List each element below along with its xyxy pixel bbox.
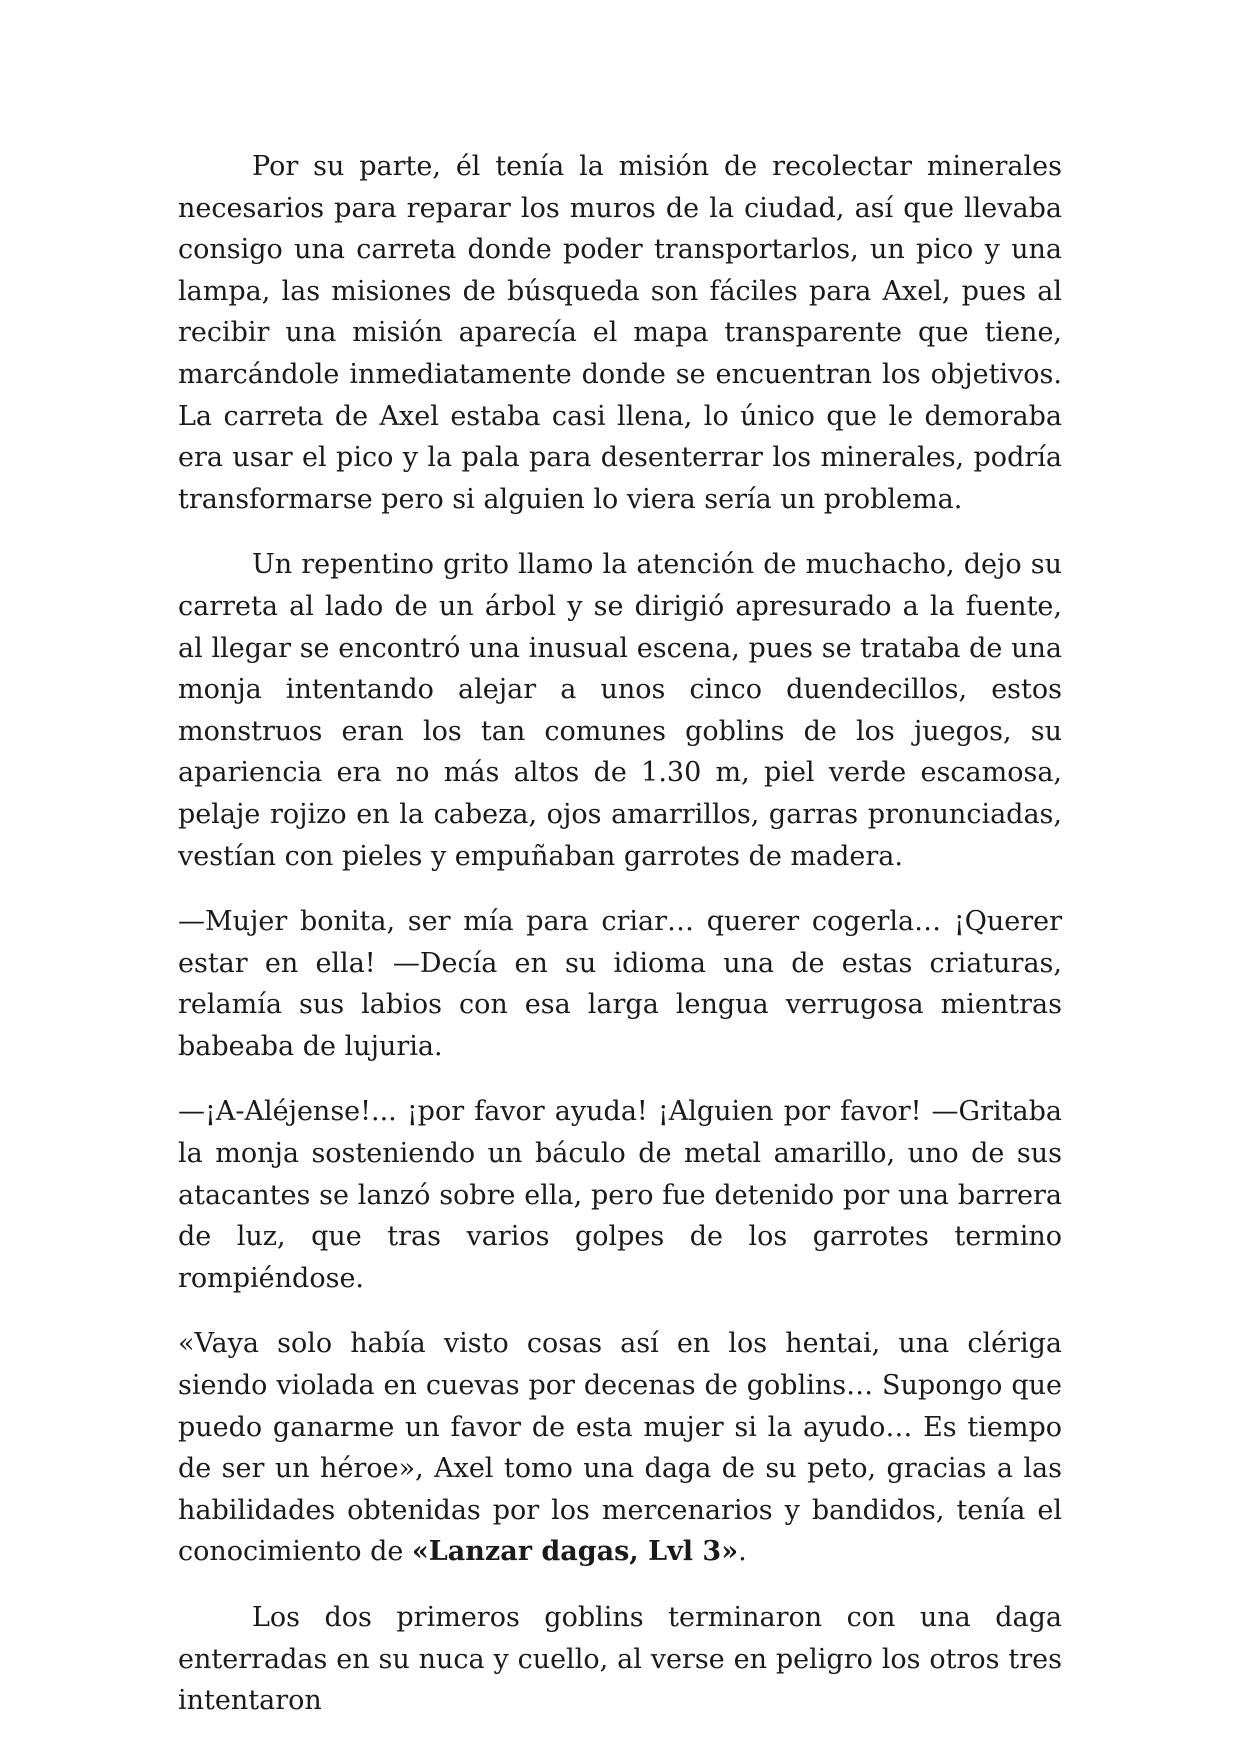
body-text: [178, 146, 1062, 1746]
paragraph-4-dialogue: —¡A-Aléjense!... ¡por favor ayuda! ¡Alguien por favor! —Gritaba la monja sosteniendo un báculo de metal amarillo, uno de sus atacantes se lanzó sobre ella, pero fue detenido por una barrera de luz, que tras varios golpes de los garrotes termino rompiéndose.: [178, 1096, 1062, 1294]
paragraph-5-text: «Vaya solo había visto cosas así en los hentai, una clériga siendo violada en cuevas por decenas de goblins… Supongo que puedo ganarme un favor de esta mujer si la ayudo… Es tiempo de ser un héroe», Axel tomo una daga de su peto, gracias a las habilidades obtenidas por los mercenarios y bandidos, tenía el conocimiento de: [178, 1328, 1062, 1568]
paragraph-1: Por su parte, él tenía la misión de recolectar minerales necesarios para reparar los muros de la ciudad, así que llevaba consigo una carreta donde poder transportarlos, un pico y una lampa, las misiones de búsqueda son fáciles para Axel, pues al recibir una misión aparecía el mapa transparente que tiene, marcándole inmediatamente donde se encuentran los objetivos. La carreta de Axel estaba casi llena, lo único que le demoraba era usar el pico y la pala para desenterrar los minerales, podría transformarse pero si alguien lo viera sería un problema.: [178, 151, 1062, 515]
paragraph-5-end: .: [738, 1536, 747, 1568]
skill-name: «Lanzar dagas, Lvl 3»: [411, 1536, 739, 1568]
paragraph-2: Un repentino grito llamo la atención de muchacho, dejo su carreta al lado de un árbol y se dirigió apresurado a la fuente, al llegar se encontró una inusual escena, pues se trataba de una monja intentando alejar a unos cinco duendecillos, estos monstruos eran los tan comunes goblins de los juegos, su apariencia era no más altos de 1.30 m, piel verde escamosa, pelaje rojizo en la cabeza, ojos amarrillos, garras pronunciadas, vestían con pieles y empuñaban garrotes de madera.: [178, 549, 1062, 872]
paragraph-5-thought: [178, 1323, 1062, 1573]
paragraph-3-dialogue: —Mujer bonita, ser mía para criar… querer cogerla… ¡Querer estar en ella! —Decía en su idioma una de estas criaturas, relamía sus labios con esa larga lengua verrugosa mientras babeaba de lujuria.: [178, 906, 1062, 1062]
paragraph-6: Los dos primeros goblins terminaron con una daga enterradas en su nuca y cuello, al verse en peligro los otros tres intentaron: [178, 1602, 1062, 1717]
